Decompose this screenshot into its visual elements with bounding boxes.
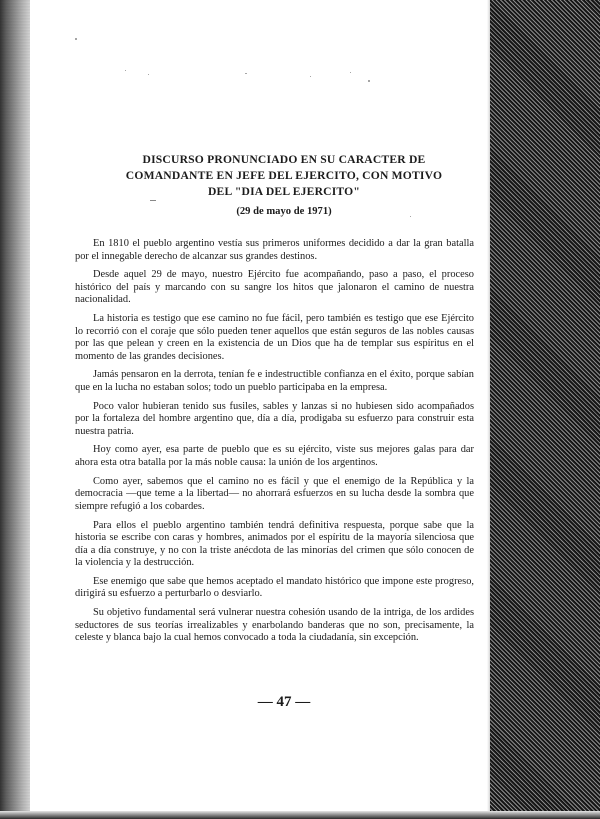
document-body [75,238,474,651]
scan-speck [245,73,247,74]
scan-background-right [490,0,600,819]
scan-speck [150,200,156,201]
paragraph: Hoy como ayer, esa parte de pueblo que es su ejército, viste sus mejores galas para dar ahora esta otra batalla por la más noble causa: la unión de los argentinos. [75,444,474,468]
document-date: (29 de mayo de 1971) [236,206,332,217]
paragraph: Para ellos el pueblo argentino también tendrá definitiva respuesta, porque sabe que la historia se escribe con caras y hombres, animados por el espíritu de la mayoría silenciosa que día a día construye, y no con la triste anécdota de las minorías del crimen que sólo conocen de la violencia y la destrucción. [75,519,474,569]
scan-speck [75,38,77,40]
paragraph: Su objetivo fundamental será vulnerar nuestra cohesión usando de la intriga, de los ardides seductores de sus teorías irrealizables y enarbolando banderas que no son, precisamente, la celeste y blanca bajo la cual hemos convocado a toda la ciudadanía, sin excepción. [75,607,474,644]
paragraph: La historia es testigo que ese camino no fue fácil, pero también es testigo que ese Ejército lo recorrió con el coraje que sólo pueden tener aquellos que están seguros de las nobles causas por las que pelean y creen en la existencia de un Dios que ha de templar sus espíritus en el momento de las grandes decisiones. [75,313,474,362]
scan-speck [350,72,351,73]
scan-binding-edge [0,0,30,819]
title-line: DISCURSO PRONUNCIADO EN SU CARACTER DE [142,153,426,166]
paragraph: Desde aquel 29 de mayo, nuestro Ejército fue acompañando, paso a paso, el proceso histórico del país y marcando con su sangre los hitos que jalonaron el camino de nuestra nacionalidad. [75,269,474,306]
scan-speck [125,70,126,71]
scan-bottom-edge [0,811,600,819]
document-title [78,152,490,200]
paragraph: En 1810 el pueblo argentino vestía sus primeros uniformes decidido a dar la gran batalla por el innegable derecho de alcanzar sus grandes destinos. [75,238,474,262]
paragraph: Ese enemigo que sabe que hemos aceptado el mandato histórico que impone este progreso, dirigirá su esfuerzo a perturbarlo o desviarlo. [75,575,474,600]
page-number: — 47 — [257,694,311,710]
scan-speck [368,80,370,82]
paragraph: Jamás pensaron en la derrota, tenían fe e indestructible confianza en el éxito, porque sabían que en la lucha no estaban solos; todo un pueblo participaba en la empresa. [75,369,474,393]
paragraph: Poco valor hubieran tenido sus fusiles, sables y lanzas si no hubiesen sido acompañados por la fortaleza del hombre argentino que, día a día, prodigaba su esfuerzo para construir esta nuestra patria. [75,400,474,437]
paragraph: Como ayer, sabemos que el camino no es fácil y que el enemigo de la República y la democracia —que teme a la libertad— no ahorrará esfuerzos en su lucha desde la sombra que siempre refugió a los cobardes. [75,475,474,512]
title-line: DEL "DIA DEL EJERCITO" [207,185,361,198]
scan-speck [148,74,149,75]
title-line: COMANDANTE EN JEFE DEL EJERCITO, CON MOTIVO [125,169,443,182]
document-page [30,0,487,811]
scan-speck [310,76,311,77]
